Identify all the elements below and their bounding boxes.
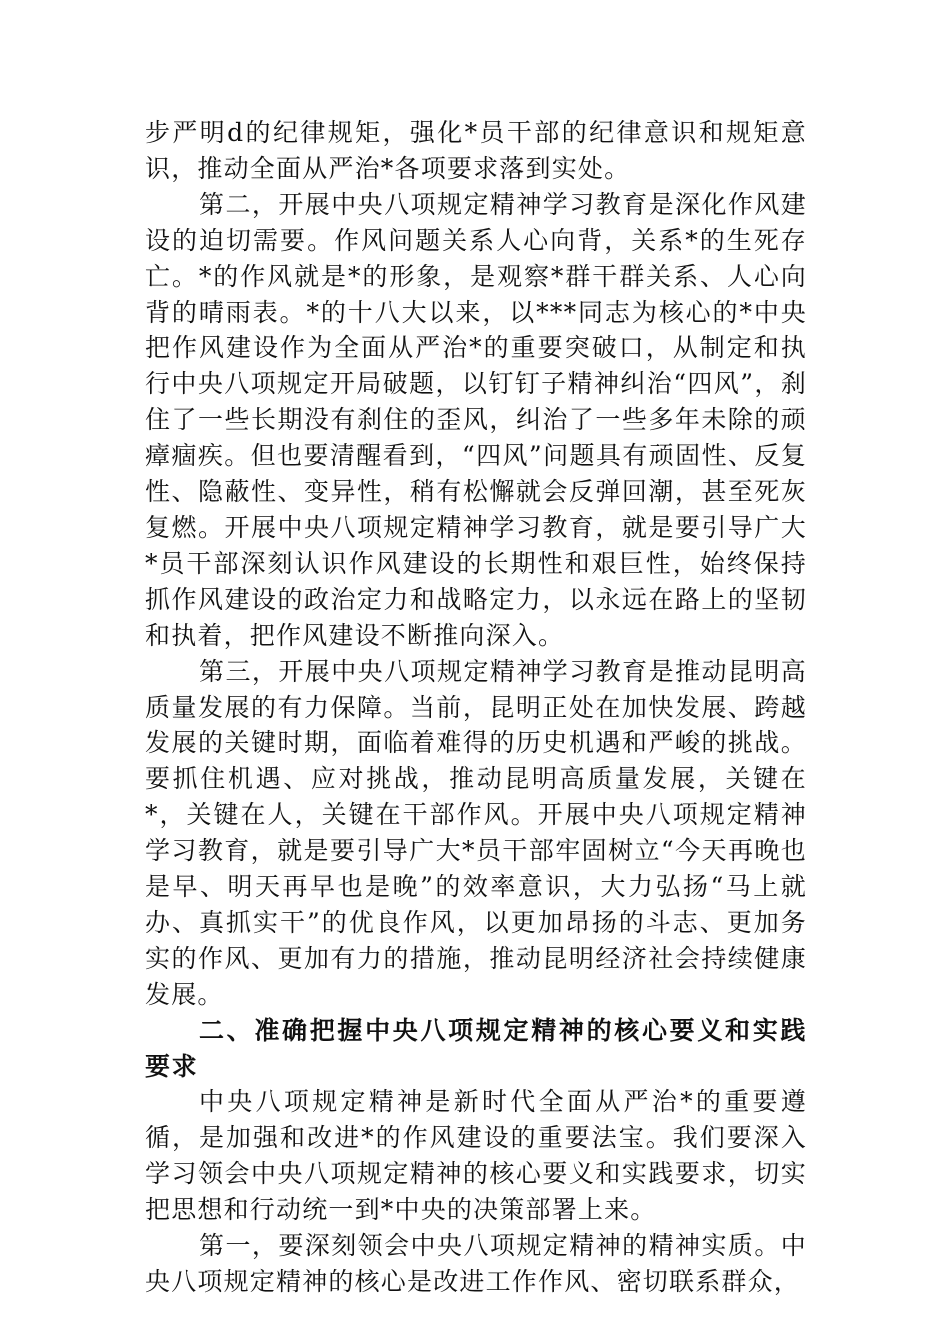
paragraph-section-intro: 中央八项规定精神是新时代全面从严治*的重要遵循，是加强和改进*的作风建设的重要法宝。我们要深入学习领会中央八项规定精神的核心要义和实践要求，切实把思想和行动统一到*中央的决策部署上来。 bbox=[145, 1087, 807, 1225]
body-text bbox=[145, 115, 807, 1300]
paragraph-third-point: 第三，开展中央八项规定精神学习教育是推动昆明高质量发展的有力保障。当前，昆明正处在加快发展、跨越发展的关键时期，面临着难得的历史机遇和严峻的挑战。要抓住机遇、应对挑战，推动昆明高质量发展，关键在*，关键在人，关键在干部作风。开展中央八项规定精神学习教育，就是要引导广大*员干部牢固树立“今天再晚也是早、明天再早也是晚”的效率意识，大力弘扬“马上就办、真抓实干”的优良作风，以更加昂扬的斗志、更加务实的作风、更加有力的措施，推动昆明经济社会持续健康发展。 bbox=[145, 656, 807, 1009]
paragraph-first-requirement: 第一，要深刻领会中央八项规定精神的精神实质。中央八项规定精神的核心是改进工作作风、密切联系群众， bbox=[145, 1231, 807, 1296]
section-heading: 二、准确把握中央八项规定精神的核心要义和实践要求 bbox=[145, 1015, 807, 1081]
paragraph-continued: 步严明d的纪律规矩，强化*员干部的纪律意识和规矩意识，推动全面从严治*各项要求落到实处。 bbox=[145, 118, 807, 183]
paragraph-second-point: 第二，开展中央八项规定精神学习教育是深化作风建设的迫切需要。作风问题关系人心向背，关系*的生死存亡。*的作风就是*的形象，是观察*群干群关系、人心向背的晴雨表。*的十八大以来，以***同志为核心的*中央把作风建设作为全面从严治*的重要突破口，从制定和执行中央八项规定开局破题，以钉钉子精神纠治“四风”，刹住了一些长期没有刹住的歪风，纠治了一些多年未除的顽瘴痼疾。但也要清醒看到，“四风”问题具有顽固性、反复性、隐蔽性、变异性，稍有松懈就会反弹回潮，甚至死灰复燃。开展中央八项规定精神学习教育，就是要引导广大*员干部深刻认识作风建设的长期性和艰巨性，始终保持抓作风建设的政治定力和战略定力，以永远在路上的坚韧和执着，把作风建设不断推向深入。 bbox=[145, 189, 807, 650]
